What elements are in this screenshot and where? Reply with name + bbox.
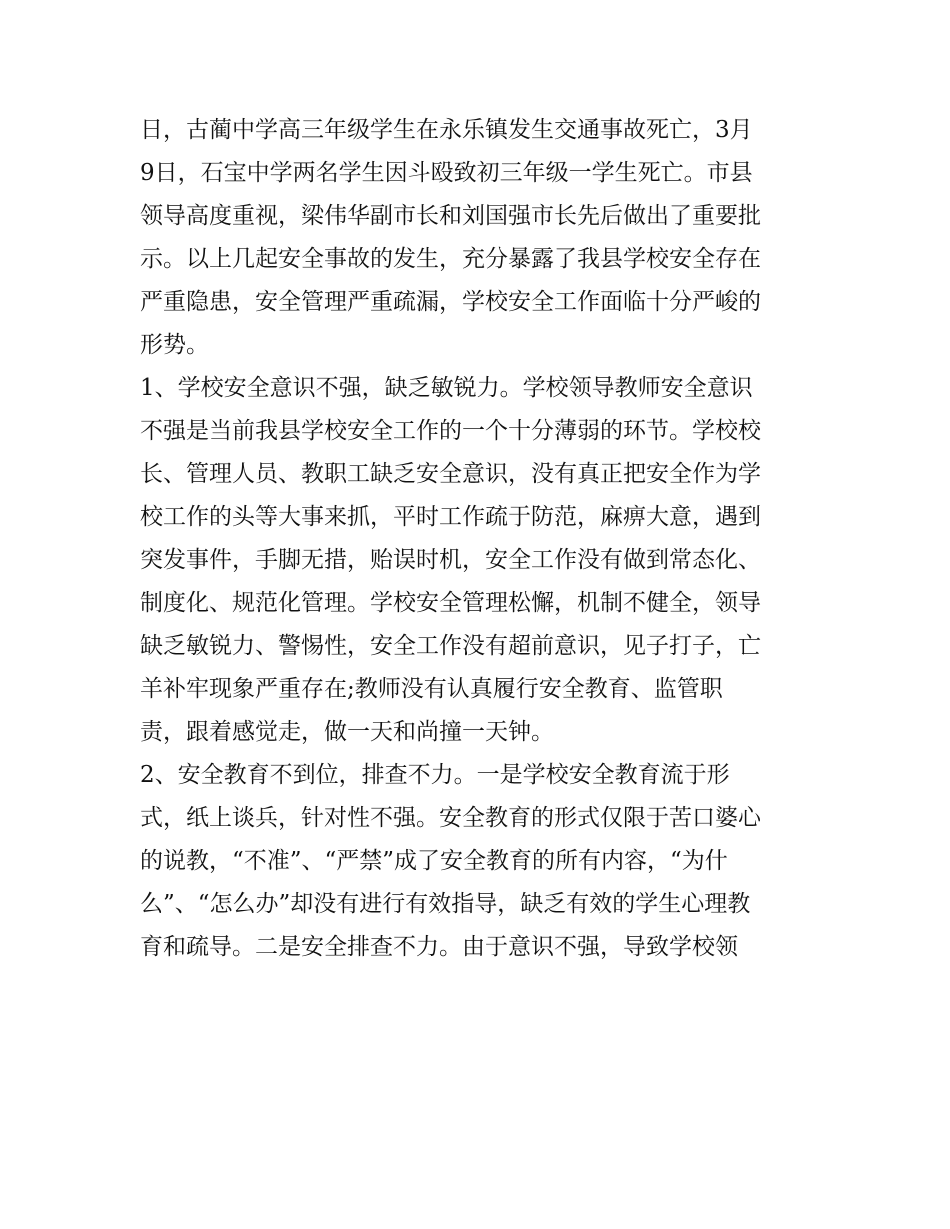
text-line: 的说教，“不准”、“严禁”成了安全教育的所有内容，“为什 [140, 848, 728, 874]
text-line: 不强是当前我县学校安全工作的一个十分薄弱的环节。学校校 [140, 418, 761, 444]
text-line: 严重隐患，安全管理严重疏漏，学校安全工作面临十分严峻的 [140, 289, 761, 315]
text-line: 突发事件，手脚无措，贻误时机，安全工作没有做到常态化、 [140, 547, 761, 573]
text-line: 么”、“怎么办”却没有进行有效指导，缺乏有效的学生心理教 [140, 891, 751, 917]
text-line: 育和疏导。二是安全排查不力。由于意识不强，导致学校领 [140, 934, 738, 960]
text-line: 缺乏敏锐力、警惕性，安全工作没有超前意识，见子打子，亡 [140, 633, 761, 659]
text-line: 式，纸上谈兵，针对性不强。安全教育的形式仅限于苦口婆心 [140, 805, 761, 831]
text-line: 示。以上几起安全事故的发生，充分暴露了我县学校安全存在 [140, 246, 761, 272]
text-line: 校工作的头等大事来抓，平时工作疏于防范，麻痹大意，遇到 [140, 504, 761, 530]
text-line: 羊补牢现象严重存在;教师没有认真履行安全教育、监管职 [140, 676, 723, 702]
text-line: 形势。 [140, 332, 209, 358]
text-line: 日，古蔺中学高三年级学生在永乐镇发生交通事故死亡，3月 [140, 117, 753, 143]
text-line: 2、安全教育不到位，排查不力。一是学校安全教育流于形 [140, 762, 730, 788]
document-body [140, 109, 820, 969]
text-line: 1、学校安全意识不强，缺乏敏锐力。学校领导教师安全意识 [140, 375, 753, 401]
text-line: 长、管理人员、教职工缺乏安全意识，没有真正把安全作为学 [140, 461, 761, 487]
text-line: 制度化、规范化管理。学校安全管理松懈，机制不健全，领导 [140, 590, 761, 616]
text-line: 领导高度重视，梁伟华副市长和刘国强市长先后做出了重要批 [140, 203, 761, 229]
text-line: 责，跟着感觉走，做一天和尚撞一天钟。 [140, 719, 554, 745]
text-line: 9日，石宝中学两名学生因斗殴致初三年级一学生死亡。市县 [140, 160, 753, 186]
